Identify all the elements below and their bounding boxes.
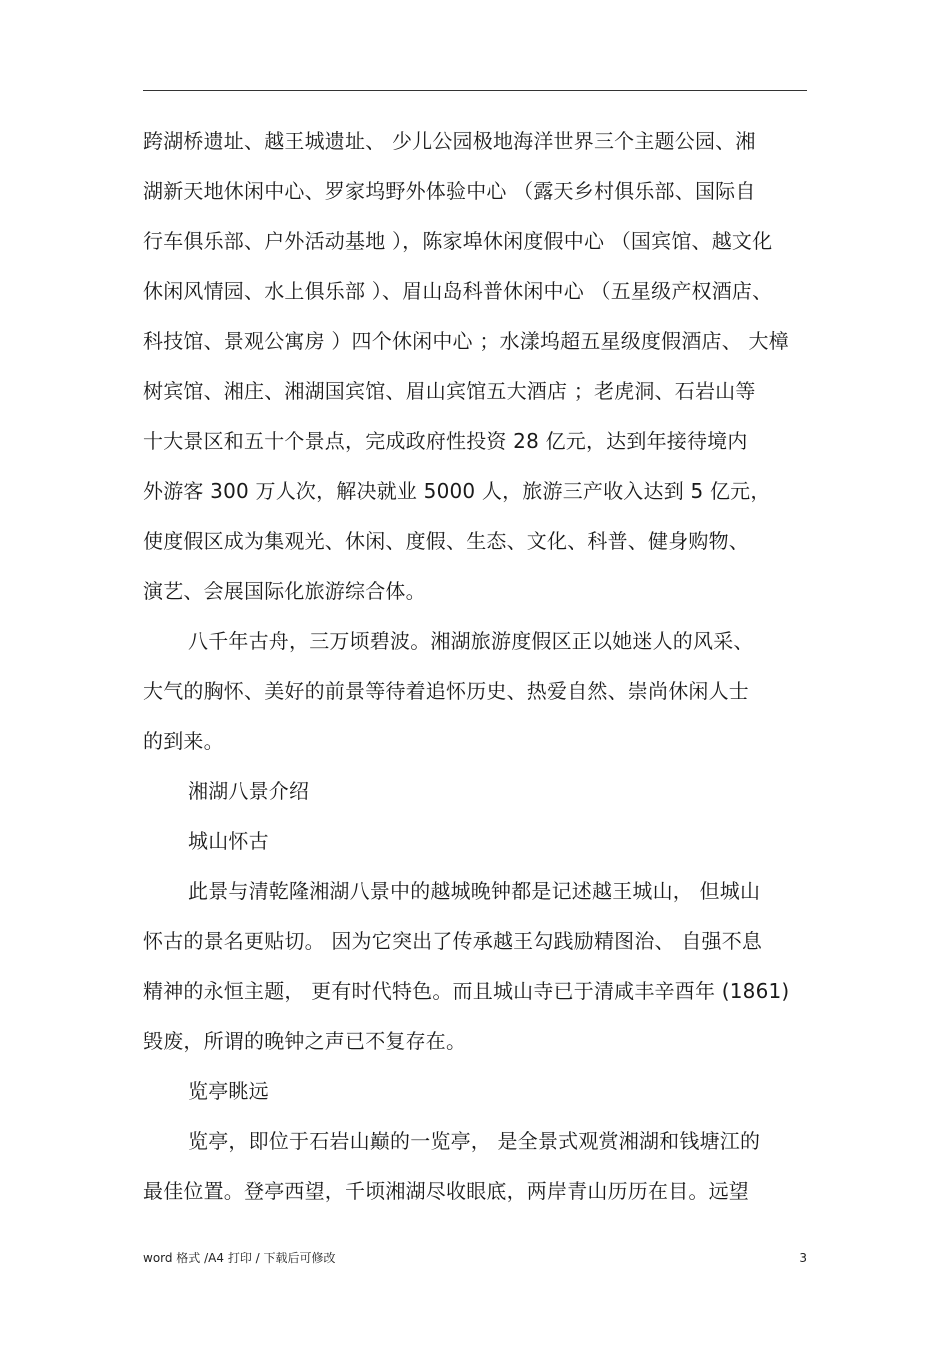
text-line: 怀古的景名更贴切。 因为它突出了传承越王勾践励精图治、 自强不息 bbox=[143, 929, 763, 953]
text-line: 精神的永恒主题， 更有时代特色。而且城山寺已于清咸丰辛酉年 (1861) bbox=[143, 979, 790, 1003]
text-line: 科技馆、景观公寓房 ）四个休闲中心 ；水漾坞超五星级度假酒店、 大樟 bbox=[143, 329, 789, 353]
text-line: 休闲风情园、水上俱乐部 ）、眉山岛科普休闲中心 （五星级产权酒店、 bbox=[143, 279, 773, 303]
footer-note: word 格式 /A4 打印 / 下载后可修改 bbox=[143, 1251, 336, 1265]
text-line: 树宾馆、湘庄、湘湖国宾馆、眉山宾馆五大酒店 ；老虎洞、石岩山等 bbox=[143, 379, 756, 403]
section-heading: 湘湖八景介绍 bbox=[188, 779, 310, 803]
text-line: 外游客 300 万人次，解决就业 5000 人，旅游三产收入达到 5 亿元， bbox=[143, 479, 771, 503]
text-line: 大气的胸怀、美好的前景等待着追怀历史、热爱自然、崇尚休闲人士 bbox=[143, 679, 749, 703]
paragraph-first-line: 八千年古舟，三万顷碧波。湘湖旅游度假区正以她迷人的风采、 bbox=[188, 629, 754, 653]
text-line: 湖新天地休闲中心、罗家坞野外体验中心 （露天乡村俱乐部、国际自 bbox=[143, 179, 756, 203]
header-rule bbox=[143, 90, 807, 91]
subsection-heading: 城山怀古 bbox=[188, 829, 269, 853]
text-line: 使度假区成为集观光、休闲、度假、生态、文化、科普、健身购物、 bbox=[143, 529, 749, 553]
subsection-heading: 览亭眺远 bbox=[188, 1079, 269, 1103]
text-line: 毁废，所谓的晚钟之声已不复存在。 bbox=[143, 1029, 467, 1053]
text-line: 最佳位置。登亭西望，千顷湘湖尽收眼底，两岸青山历历在目。远望 bbox=[143, 1179, 749, 1203]
page-number: 3 bbox=[799, 1251, 807, 1265]
paragraph-first-line: 览亭，即位于石岩山巅的一览亭， 是全景式观赏湘湖和钱塘江的 bbox=[188, 1129, 761, 1153]
text-line: 的到来。 bbox=[143, 729, 224, 753]
text-line: 行车俱乐部、户外活动基地 ），陈家埠休闲度假中心 （国宾馆、越文化 bbox=[143, 229, 773, 253]
paragraph-first-line: 此景与清乾隆湘湖八景中的越城晚钟都是记述越王城山， 但城山 bbox=[188, 879, 761, 903]
text-line: 跨湖桥遗址、越王城遗址、 少儿公园极地海洋世界三个主题公园、湘 bbox=[143, 129, 756, 153]
document-body bbox=[143, 116, 813, 1216]
text-line: 十大景区和五十个景点，完成政府性投资 28 亿元，达到年接待境内 bbox=[143, 429, 748, 453]
text-line: 演艺、会展国际化旅游综合体。 bbox=[143, 579, 426, 603]
